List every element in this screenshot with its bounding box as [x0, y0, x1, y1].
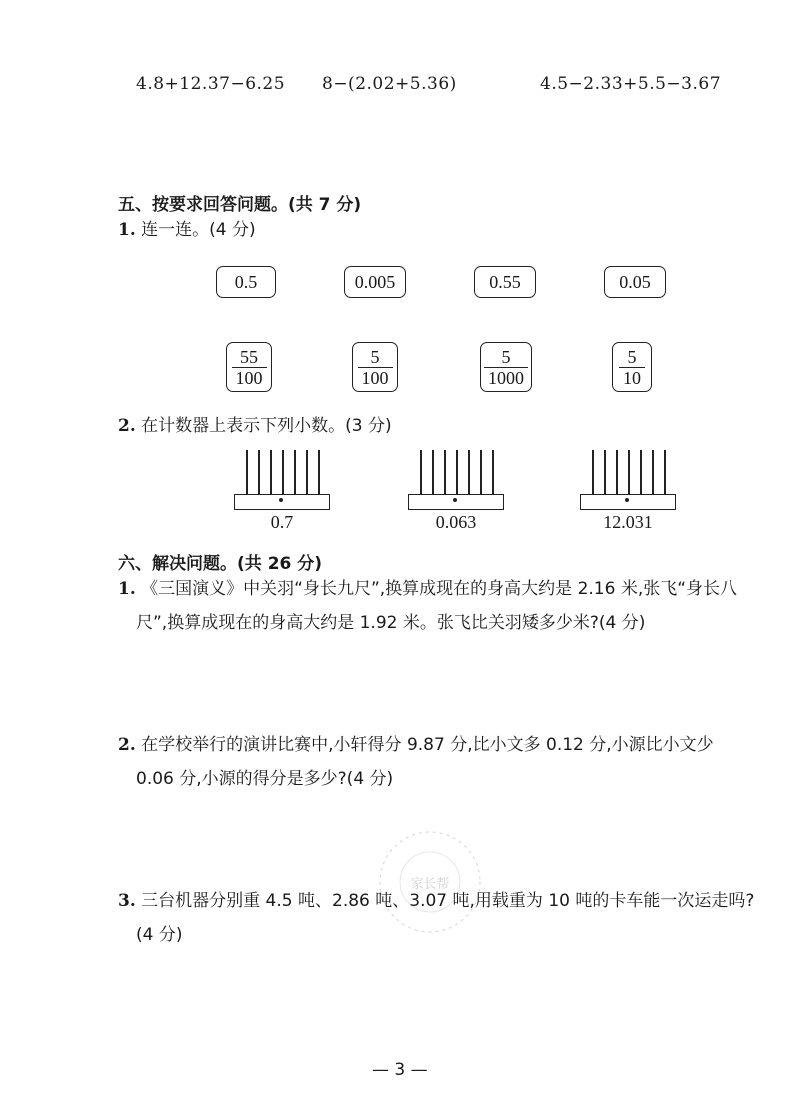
fraction-card-5-10[interactable]	[612, 342, 652, 392]
calc-expression-3: 4.5−2.33+5.5−3.67	[540, 74, 722, 94]
fraction-numerator: 55	[240, 346, 258, 367]
fraction-card-55-100[interactable]	[226, 342, 272, 392]
decimal-card-0.05[interactable]: 0.05	[604, 266, 666, 298]
q-text-line1: 在学校举行的演讲比赛中,小轩得分 9.87 分,比小文多 0.12 分,小源比小文少	[141, 735, 714, 755]
decimal-card-0.55[interactable]: 0.55	[474, 266, 536, 298]
q-number: 1.	[118, 220, 136, 240]
abacus-2[interactable]	[408, 450, 504, 510]
fraction-card-5-100[interactable]	[352, 342, 398, 392]
q-text-line2: 尺”,换算成现在的身高大约是 1.92 米。张飞比关羽矮多少米?(4 分)	[136, 613, 646, 633]
q-text-line1: 《三国演义》中关羽“身长九尺”,换算成现在的身高大约是 2.16 米,张飞“身长八	[141, 579, 738, 599]
abacus-1[interactable]	[234, 450, 330, 510]
q-number: 2.	[118, 416, 136, 436]
page-number: — 3 —	[372, 1060, 428, 1080]
q-text-line1: 三台机器分别重 4.5 吨、2.86 吨、3.07 吨,用载重为 10 吨的卡车能一次运走吗?	[141, 891, 755, 911]
q-text: 连一连。(4 分)	[141, 220, 256, 240]
section5-title: 五、按要求回答问题。(共 7 分)	[118, 195, 362, 215]
watermark-text: 家长帮	[410, 877, 450, 892]
q-text-line2: (4 分)	[136, 925, 183, 945]
section6-title: 六、解决问题。(共 26 分)	[118, 554, 323, 574]
fraction-numerator: 5	[501, 346, 511, 367]
section6-q2	[118, 728, 714, 796]
decimal-card-0.5[interactable]: 0.5	[216, 266, 276, 298]
fraction-card-5-1000[interactable]	[480, 342, 532, 392]
watermark-seal	[370, 822, 490, 942]
q-number: 3.	[118, 891, 136, 911]
section5-q1	[118, 213, 256, 247]
abacus-label-2: 0.063	[435, 512, 477, 532]
fraction-denominator: 100	[232, 367, 267, 388]
section5-q2	[118, 409, 392, 443]
q-number: 2.	[118, 735, 136, 755]
calc-expression-2: 8−(2.02+5.36)	[322, 74, 457, 94]
abacus-label-1: 0.7	[270, 512, 294, 532]
q-number: 1.	[118, 579, 136, 599]
q-text-line2: 0.06 分,小源的得分是多少?(4 分)	[136, 769, 394, 789]
fraction-denominator: 1000	[484, 367, 528, 388]
fraction-denominator: 10	[619, 367, 645, 388]
q-text: 在计数器上表示下列小数。(3 分)	[141, 416, 392, 436]
section6-q1	[118, 572, 737, 640]
fraction-numerator: 5	[627, 346, 637, 367]
abacus-3[interactable]	[580, 450, 676, 510]
fraction-denominator: 100	[358, 367, 393, 388]
decimal-card-0.005[interactable]: 0.005	[344, 266, 406, 298]
calc-expression-1: 4.8+12.37−6.25	[136, 74, 286, 94]
fraction-numerator: 5	[370, 346, 380, 367]
abacus-label-3: 12.031	[603, 512, 653, 532]
